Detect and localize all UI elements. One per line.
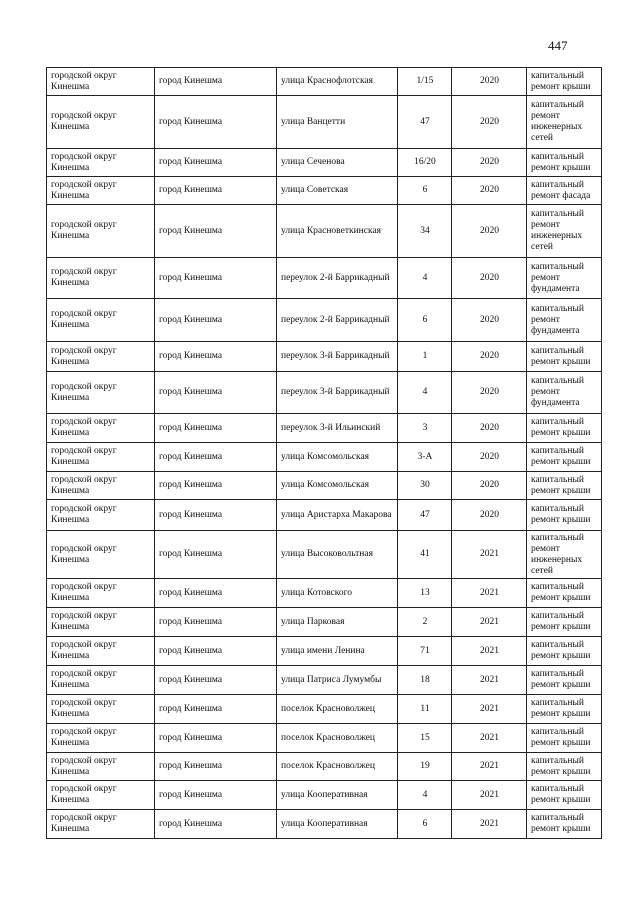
cell-street: улица Патриса Лумумбы (277, 666, 398, 695)
cell-house: 1/15 (398, 68, 452, 96)
cell-work: капитальный ремонт крыши (527, 810, 602, 839)
cell-year: 2021 (452, 666, 527, 695)
cell-year: 2020 (452, 372, 527, 414)
cell-city: город Кинешма (155, 177, 277, 205)
cell-work: капитальный ремонт крыши (527, 443, 602, 472)
cell-district: городской округ Кинешма (47, 443, 155, 472)
cell-work: капитальный ремонт крыши (527, 472, 602, 500)
cell-work: капитальный ремонт крыши (527, 414, 602, 443)
table-row (47, 531, 602, 579)
table-row (47, 695, 602, 724)
cell-work: капитальный ремонт крыши (527, 724, 602, 753)
page-number: 447 (548, 38, 568, 53)
cell-house: 4 (398, 372, 452, 414)
cell-district: городской округ Кинешма (47, 579, 155, 608)
cell-house: 16/20 (398, 149, 452, 177)
cell-year: 2021 (452, 724, 527, 753)
table-row (47, 96, 602, 149)
table-row (47, 724, 602, 753)
cell-street: переулок 3-й Ильинский (277, 414, 398, 443)
cell-district: городской округ Кинешма (47, 299, 155, 342)
cell-house: 3-А (398, 443, 452, 472)
cell-street: улица Котовского (277, 579, 398, 608)
cell-street: улица Высоковольтная (277, 531, 398, 579)
cell-work: капитальный ремонт инженерных сетей (527, 531, 602, 579)
cell-street: улица Комсомольская (277, 472, 398, 500)
cell-district: городской округ Кинешма (47, 342, 155, 372)
cell-house: 47 (398, 96, 452, 149)
table-row (47, 342, 602, 372)
cell-house: 41 (398, 531, 452, 579)
cell-city: город Кинешма (155, 443, 277, 472)
cell-city: город Кинешма (155, 258, 277, 299)
cell-house: 2 (398, 608, 452, 637)
table-row (47, 443, 602, 472)
cell-city: город Кинешма (155, 531, 277, 579)
cell-district: городской округ Кинешма (47, 414, 155, 443)
cell-year: 2021 (452, 531, 527, 579)
table-row (47, 68, 602, 96)
cell-year: 2021 (452, 608, 527, 637)
cell-year: 2020 (452, 205, 527, 258)
cell-year: 2020 (452, 472, 527, 500)
cell-house: 4 (398, 258, 452, 299)
cell-city: город Кинешма (155, 149, 277, 177)
table-row (47, 299, 602, 342)
table-body (47, 68, 602, 839)
cell-year: 2020 (452, 68, 527, 96)
table-row (47, 414, 602, 443)
cell-street: улица Советская (277, 177, 398, 205)
cell-street: поселок Красноволжец (277, 724, 398, 753)
cell-house: 18 (398, 666, 452, 695)
cell-year: 2020 (452, 299, 527, 342)
cell-district: городской округ Кинешма (47, 637, 155, 666)
table-row (47, 753, 602, 781)
cell-work: капитальный ремонт инженерных сетей (527, 205, 602, 258)
cell-city: город Кинешма (155, 753, 277, 781)
cell-work: капитальный ремонт крыши (527, 781, 602, 810)
cell-city: город Кинешма (155, 781, 277, 810)
cell-year: 2021 (452, 695, 527, 724)
cell-house: 13 (398, 579, 452, 608)
table-row (47, 637, 602, 666)
cell-district: городской округ Кинешма (47, 372, 155, 414)
cell-year: 2020 (452, 443, 527, 472)
cell-year: 2021 (452, 753, 527, 781)
cell-street: улица имени Ленина (277, 637, 398, 666)
cell-city: город Кинешма (155, 342, 277, 372)
table-row (47, 500, 602, 531)
cell-work: капитальный ремонт крыши (527, 608, 602, 637)
cell-district: городской округ Кинешма (47, 68, 155, 96)
cell-street: переулок 2-й Баррикадный (277, 258, 398, 299)
cell-district: городской округ Кинешма (47, 500, 155, 531)
cell-city: город Кинешма (155, 579, 277, 608)
cell-work: капитальный ремонт крыши (527, 500, 602, 531)
cell-work: капитальный ремонт фундамента (527, 299, 602, 342)
cell-house: 6 (398, 810, 452, 839)
cell-work: капитальный ремонт фундамента (527, 372, 602, 414)
cell-district: городской округ Кинешма (47, 177, 155, 205)
cell-year: 2020 (452, 258, 527, 299)
cell-house: 3 (398, 414, 452, 443)
cell-work: капитальный ремонт крыши (527, 68, 602, 96)
cell-house: 15 (398, 724, 452, 753)
cell-city: город Кинешма (155, 96, 277, 149)
cell-house: 71 (398, 637, 452, 666)
cell-work: капитальный ремонт крыши (527, 149, 602, 177)
cell-district: городской округ Кинешма (47, 149, 155, 177)
cell-street: поселок Красноволжец (277, 695, 398, 724)
cell-house: 19 (398, 753, 452, 781)
repair-schedule-table (46, 67, 602, 839)
cell-work: капитальный ремонт фундамента (527, 258, 602, 299)
table-row (47, 258, 602, 299)
cell-street: улица Комсомольская (277, 443, 398, 472)
cell-district: городской округ Кинешма (47, 608, 155, 637)
table-row (47, 372, 602, 414)
cell-city: город Кинешма (155, 414, 277, 443)
cell-house: 30 (398, 472, 452, 500)
cell-house: 4 (398, 781, 452, 810)
cell-house: 6 (398, 299, 452, 342)
cell-district: городской округ Кинешма (47, 781, 155, 810)
cell-city: город Кинешма (155, 68, 277, 96)
cell-street: переулок 3-й Баррикадный (277, 342, 398, 372)
table-row (47, 177, 602, 205)
cell-year: 2020 (452, 342, 527, 372)
cell-district: городской округ Кинешма (47, 753, 155, 781)
cell-work: капитальный ремонт фасада (527, 177, 602, 205)
cell-street: улица Сеченова (277, 149, 398, 177)
cell-house: 1 (398, 342, 452, 372)
cell-city: город Кинешма (155, 724, 277, 753)
cell-year: 2020 (452, 500, 527, 531)
cell-street: улица Парковая (277, 608, 398, 637)
cell-street: улица Ванцетти (277, 96, 398, 149)
cell-work: капитальный ремонт крыши (527, 753, 602, 781)
table-row (47, 205, 602, 258)
cell-work: капитальный ремонт крыши (527, 579, 602, 608)
table-row (47, 666, 602, 695)
cell-street: улица Краснофлотская (277, 68, 398, 96)
cell-year: 2021 (452, 579, 527, 608)
cell-city: город Кинешма (155, 608, 277, 637)
cell-year: 2021 (452, 781, 527, 810)
cell-city: город Кинешма (155, 695, 277, 724)
cell-district: городской округ Кинешма (47, 531, 155, 579)
cell-street: улица Аристарха Макарова (277, 500, 398, 531)
table-row (47, 810, 602, 839)
table-row (47, 472, 602, 500)
cell-year: 2020 (452, 177, 527, 205)
cell-district: городской округ Кинешма (47, 810, 155, 839)
cell-district: городской округ Кинешма (47, 205, 155, 258)
cell-year: 2021 (452, 810, 527, 839)
cell-year: 2020 (452, 96, 527, 149)
cell-year: 2021 (452, 637, 527, 666)
cell-year: 2020 (452, 414, 527, 443)
cell-work: капитальный ремонт инженерных сетей (527, 96, 602, 149)
cell-district: городской округ Кинешма (47, 258, 155, 299)
cell-district: городской округ Кинешма (47, 96, 155, 149)
cell-city: город Кинешма (155, 810, 277, 839)
table-row (47, 781, 602, 810)
cell-city: город Кинешма (155, 472, 277, 500)
cell-street: переулок 3-й Баррикадный (277, 372, 398, 414)
cell-city: город Кинешма (155, 500, 277, 531)
cell-district: городской округ Кинешма (47, 472, 155, 500)
cell-city: город Кинешма (155, 637, 277, 666)
cell-city: город Кинешма (155, 372, 277, 414)
cell-house: 6 (398, 177, 452, 205)
cell-house: 34 (398, 205, 452, 258)
cell-street: улица Красноветкинская (277, 205, 398, 258)
cell-city: город Кинешма (155, 299, 277, 342)
cell-district: городской округ Кинешма (47, 666, 155, 695)
cell-work: капитальный ремонт крыши (527, 342, 602, 372)
cell-street: переулок 2-й Баррикадный (277, 299, 398, 342)
table-row (47, 608, 602, 637)
cell-house: 47 (398, 500, 452, 531)
cell-street: улица Кооперативная (277, 810, 398, 839)
cell-city: город Кинешма (155, 205, 277, 258)
cell-street: поселок Красноволжец (277, 753, 398, 781)
cell-year: 2020 (452, 149, 527, 177)
table-row (47, 149, 602, 177)
cell-work: капитальный ремонт крыши (527, 637, 602, 666)
cell-district: городской округ Кинешма (47, 695, 155, 724)
cell-street: улица Кооперативная (277, 781, 398, 810)
cell-work: капитальный ремонт крыши (527, 666, 602, 695)
cell-work: капитальный ремонт крыши (527, 695, 602, 724)
cell-district: городской округ Кинешма (47, 724, 155, 753)
cell-house: 11 (398, 695, 452, 724)
table-row (47, 579, 602, 608)
cell-city: город Кинешма (155, 666, 277, 695)
